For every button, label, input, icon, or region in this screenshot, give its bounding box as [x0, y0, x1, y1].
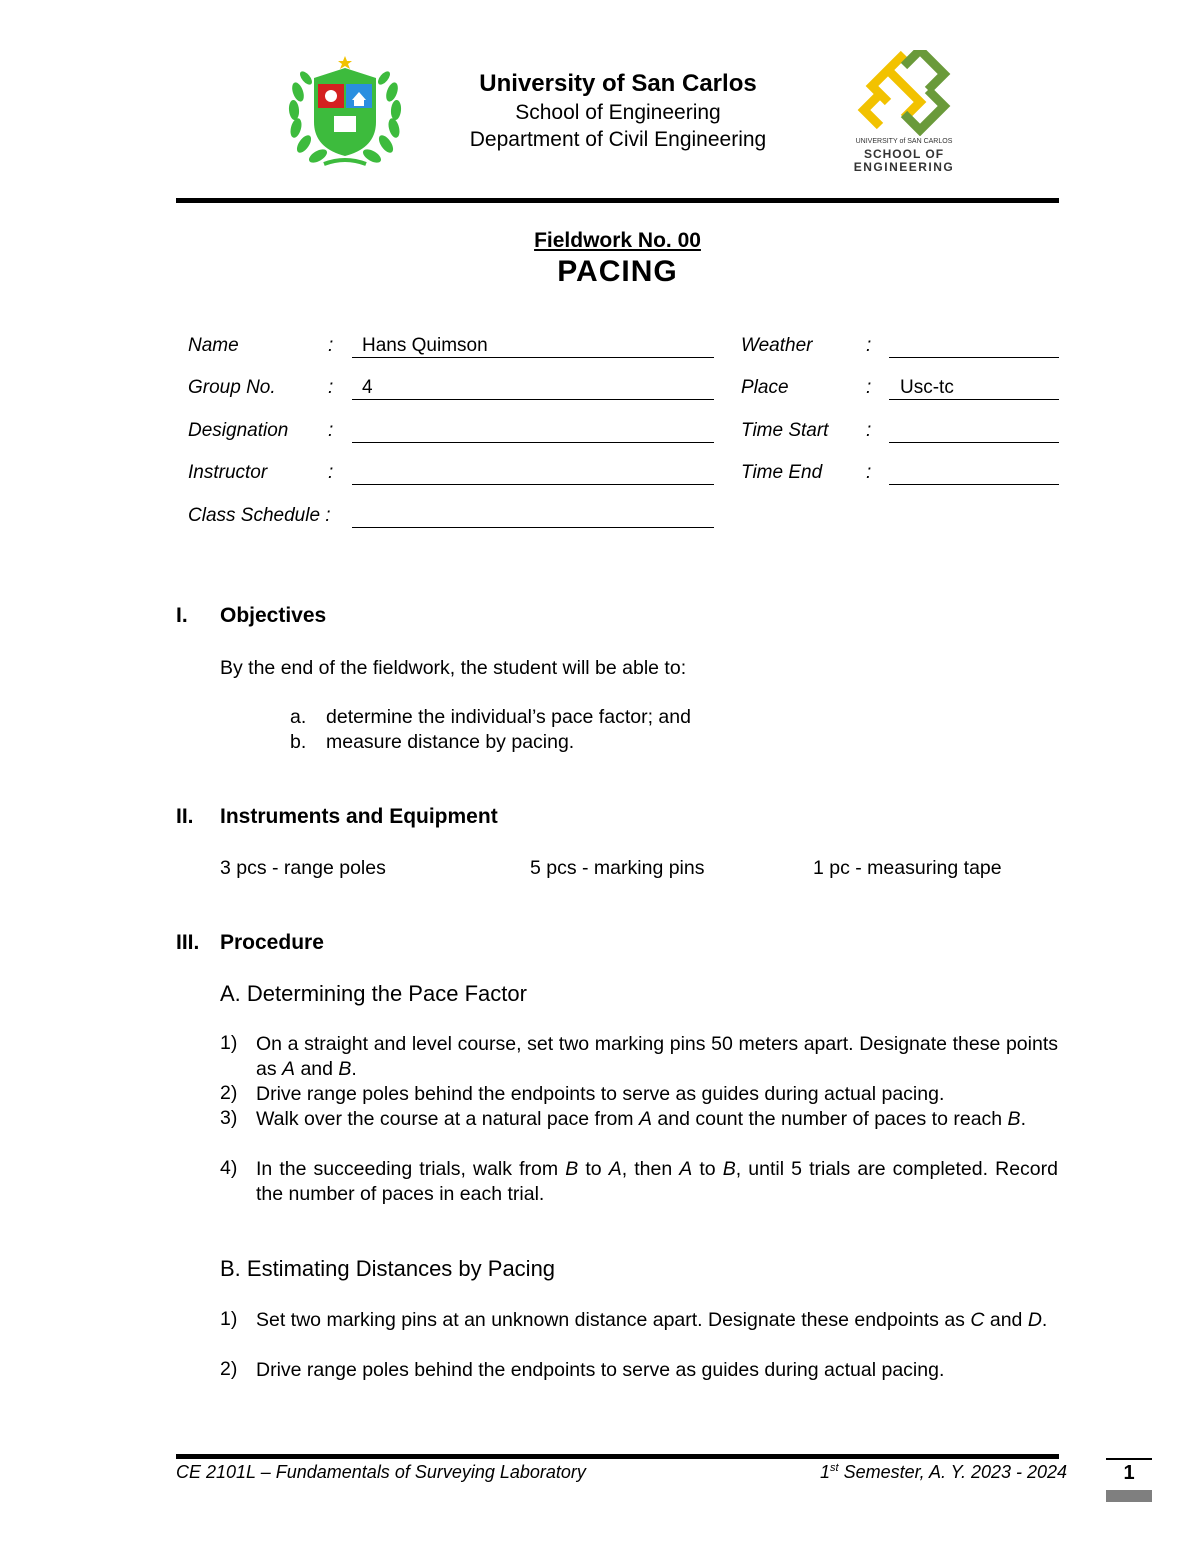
group-line: [352, 399, 714, 400]
time-end-line: [889, 484, 1059, 485]
name-value[interactable]: Hans Quimson: [362, 335, 488, 356]
step-marker: 1): [220, 1308, 238, 1330]
instruments-heading: Instruments and Equipment: [220, 805, 498, 828]
semester-ordinal: 1: [820, 1462, 831, 1482]
weather-line: [889, 357, 1059, 358]
footer-course: CE 2101L – Fundamentals of Surveying Laboratory: [176, 1462, 586, 1482]
name-label: Name: [188, 335, 239, 356]
instructor-colon: :: [328, 462, 334, 483]
university-name: University of San Carlos: [479, 70, 757, 97]
designation-line: [352, 442, 714, 443]
step-marker: 2): [220, 1082, 238, 1104]
department-name: Department of Civil Engineering: [469, 128, 767, 151]
logo-line1: SCHOOL OF: [863, 147, 945, 161]
place-value[interactable]: Usc-tc: [900, 377, 954, 398]
instructor-line: [352, 484, 714, 485]
part-a-heading: A. Determining the Pace Factor: [220, 981, 527, 1006]
group-label: Group No.: [188, 377, 276, 398]
objective-marker-a: a.: [290, 706, 307, 728]
instruments-number: II.: [176, 805, 194, 828]
objectives-heading: Objectives: [220, 604, 327, 627]
time-start-colon: :: [866, 420, 872, 441]
fieldwork-title: PACING: [557, 255, 678, 288]
part-b-heading: B. Estimating Distances by Pacing: [220, 1256, 556, 1281]
usc-seal-logo: [284, 52, 406, 172]
procedure-heading: Procedure: [220, 931, 324, 954]
place-colon: :: [866, 377, 872, 398]
objective-item-b: measure distance by pacing.: [326, 731, 575, 753]
semester-text: Semester, A. Y. 2023 - 2024: [838, 1462, 1068, 1482]
weather-colon: :: [866, 335, 872, 356]
time-start-label: Time Start: [741, 420, 829, 441]
step-marker: 1): [220, 1032, 238, 1054]
group-value[interactable]: 4: [362, 377, 373, 398]
time-start-line: [889, 442, 1059, 443]
instrument-item: 3 pcs - range poles: [220, 857, 386, 879]
place-line: [889, 399, 1059, 400]
logo-line2: ENGINEERING: [853, 160, 955, 174]
objectives-intro: By the end of the fieldwork, the student will be able to:: [220, 657, 687, 679]
step-text: On a straight and level course, set two marking pins 50 meters apart. Designate these points as A and B.: [256, 1033, 1058, 1080]
weather-label: Weather: [741, 335, 813, 356]
objective-item-a: determine the individual’s pace factor; and: [326, 706, 691, 728]
objective-marker-b: b.: [290, 731, 307, 753]
class-schedule-label: Class Schedule :: [188, 505, 331, 526]
step-marker: 4): [220, 1157, 238, 1179]
step-text: Set two marking pins at an unknown distance apart. Designate these endpoints as C and D.: [256, 1309, 1048, 1331]
page-box-top: [1106, 1458, 1152, 1460]
step-marker: 2): [220, 1358, 238, 1380]
instructor-label: Instructor: [188, 462, 268, 483]
designation-colon: :: [328, 420, 334, 441]
header-divider: [176, 198, 1059, 203]
semester-suffix: st: [830, 1462, 839, 1474]
school-name: School of Engineering: [515, 101, 721, 124]
name-line: [352, 357, 714, 358]
class-schedule-line: [352, 527, 714, 528]
footer-divider: [176, 1454, 1059, 1459]
place-label: Place: [741, 377, 789, 398]
name-colon: :: [328, 335, 334, 356]
school-of-engineering-logo: [846, 50, 962, 178]
designation-label: Designation: [188, 420, 289, 441]
time-end-label: Time End: [741, 462, 823, 483]
step-text: Drive range poles behind the endpoints to serve as guides during actual pacing.: [256, 1359, 945, 1381]
group-colon: :: [328, 377, 334, 398]
page-number: 1: [1123, 1462, 1135, 1484]
instrument-item: 1 pc - measuring tape: [813, 857, 1002, 879]
step-text: In the succeeding trials, walk from B to A, then A to B, until 5 trials are completed. Record the number of paces in each trial.: [256, 1158, 1058, 1205]
page-box-bar: [1106, 1490, 1152, 1502]
step-marker: 3): [220, 1107, 238, 1129]
logo-small-text: UNIVERSITY of SAN CARLOS: [855, 138, 953, 145]
instrument-item: 5 pcs - marking pins: [530, 857, 705, 879]
time-end-colon: :: [866, 462, 872, 483]
footer-semester: [820, 1462, 1067, 1483]
procedure-number: III.: [176, 931, 200, 954]
objectives-number: I.: [176, 604, 188, 627]
fieldwork-number: Fieldwork No. 00: [534, 229, 701, 252]
step-text: Walk over the course at a natural pace from A and count the number of paces to reach B.: [256, 1108, 1026, 1130]
step-text: Drive range poles behind the endpoints to serve as guides during actual pacing.: [256, 1083, 945, 1105]
